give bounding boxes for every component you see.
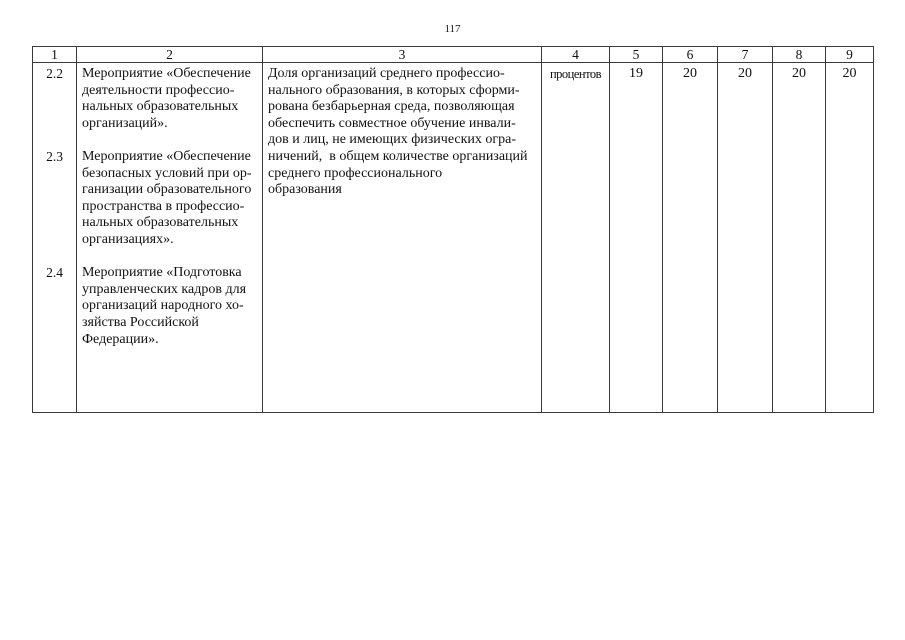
activity-cell bbox=[77, 63, 263, 413]
header-cell-6: 6 bbox=[663, 47, 718, 63]
activity-line: организаций». bbox=[82, 115, 168, 131]
value-cell: 20 bbox=[663, 63, 718, 413]
page-number: 117 bbox=[444, 23, 461, 35]
value-cell: 19 bbox=[610, 63, 663, 413]
header-cell-3: 3 bbox=[263, 47, 542, 63]
indicator-cell bbox=[263, 63, 542, 413]
header-cell-5: 5 bbox=[610, 47, 663, 63]
indicator-line: образования bbox=[268, 182, 342, 198]
item-number: 2.4 bbox=[46, 265, 63, 281]
activity-line: нальных образовательных bbox=[82, 215, 239, 231]
activity-line: Федерации». bbox=[82, 331, 159, 347]
indicator-line: нального образования, в которых сформи- bbox=[268, 82, 520, 98]
indicator-line: рована безбарьерная среда, позволяющая bbox=[268, 99, 515, 115]
activity-line: безопасных условий при ор- bbox=[82, 165, 252, 181]
activity-item bbox=[82, 265, 260, 348]
activity-line: ганизации образовательного bbox=[82, 182, 252, 198]
table-header-row bbox=[33, 47, 874, 63]
program-table bbox=[32, 46, 874, 413]
item-number-cell bbox=[33, 63, 77, 413]
indicator-line: обеспечить совместное обучение инвали- bbox=[268, 115, 516, 131]
value-cell: 20 bbox=[773, 63, 826, 413]
activity-line: Мероприятие «Обеспечение bbox=[82, 148, 251, 164]
activity-item bbox=[82, 149, 260, 249]
indicator-line: дов и лиц, не имеющих физических огра- bbox=[268, 132, 517, 148]
indicator-line: среднего профессионального bbox=[268, 165, 443, 181]
header-cell-7: 7 bbox=[718, 47, 773, 63]
activity-line: нальных образовательных bbox=[82, 99, 239, 115]
activity-line: организациях». bbox=[82, 231, 174, 247]
header-cell-1: 1 bbox=[33, 47, 77, 63]
activity-line: пространства в профессио- bbox=[82, 198, 245, 214]
activity-line: управленческих кадров для bbox=[82, 281, 247, 297]
activity-line: зяйства Российской bbox=[82, 314, 199, 330]
header-cell-2: 2 bbox=[77, 47, 263, 63]
table-row bbox=[33, 63, 874, 413]
activity-line: Мероприятие «Обеспечение bbox=[82, 66, 251, 81]
indicator-line: ничений, в общем количестве организаций bbox=[268, 148, 528, 164]
activity-line: Мероприятие «Подготовка bbox=[82, 265, 242, 281]
header-cell-4: 4 bbox=[542, 47, 610, 63]
value-cell: 20 bbox=[718, 63, 773, 413]
item-number: 2.2 bbox=[46, 66, 63, 81]
unit-cell: процентов bbox=[542, 63, 610, 413]
activity-line: организаций народного хо- bbox=[82, 298, 244, 314]
item-number: 2.3 bbox=[46, 149, 63, 164]
activity-line: деятельности профессио- bbox=[82, 82, 235, 98]
header-cell-8: 8 bbox=[773, 47, 826, 63]
activity-item bbox=[82, 66, 260, 132]
value-cell: 20 bbox=[826, 63, 874, 413]
header-cell-9: 9 bbox=[826, 47, 874, 63]
indicator-line: Доля организаций среднего профессио- bbox=[268, 66, 505, 81]
